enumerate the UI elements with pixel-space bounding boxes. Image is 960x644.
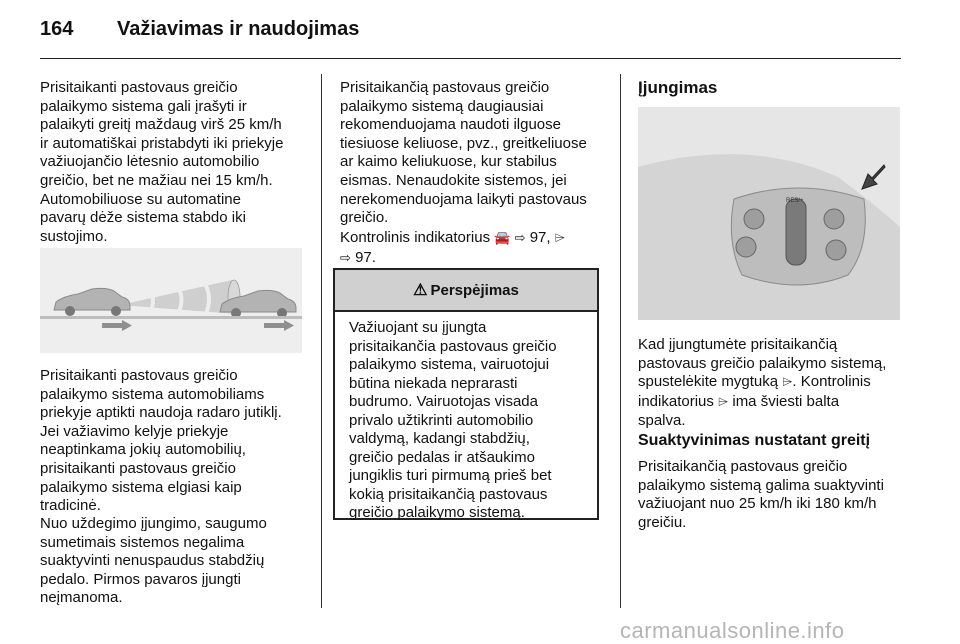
intro-paragraph: Prisitaikanti pastovaus greičio palaikymo sistema gali įrašyti ir palaikyti greitį maždaug virš 25 km/h ir automatiškai pristabdyti iki priekyje važiuojančio lėtesnio automobilio greičio, bet ne mažiau nei 15 km/h. Automobiliuose su automatine pavarų dėže sistema stabdo iki sustojimo.: [40, 79, 284, 245]
steering-wheel-diagram: [638, 107, 900, 320]
set-speed-paragraph: Prisitaikančią pastovaus greičio palaikymo sistemą galima suaktyvinti važiuojant nuo 25 km/h iki 180 km/h greičiu.: [638, 458, 884, 531]
distance-button: [826, 240, 846, 260]
warning-text: Važiuojant su įjungta prisitaikančia pastovaus greičio palaikymo sistema, vairuotojui būtina niekada neprarasti budrumo. Vairuotojas visada privalo užtikrinti automobilio valdymą, kadangi stabdžių, greičio pedalas ir atšaukimo jungiklis turi pirmumą prieš bet kokią prisitaikančią pastovaus greičio palaikymo sistemą.: [349, 319, 557, 521]
adaptive-cruise-button: [744, 209, 764, 229]
cruise-on-off-button: [824, 209, 844, 229]
radar-paragraph: Prisitaikanti pastovaus greičio palaikymo sistema automobiliams priekyje aptikti naudoja radaro jutiklį. Jei važiavimo kelyje priekyje neaptinkama jokių automobilių, prisitaikanti pastovaus greičio palaikymo sistema elgiasi kaip tradicinė.: [40, 367, 282, 515]
cancel-button: [736, 237, 756, 257]
column-divider-1: [321, 74, 322, 608]
page-reference-arrow-icon: ⇨: [340, 250, 351, 266]
car-icon: 🚘: [494, 231, 511, 246]
indicator-label: Kontrolinis indikatorius: [340, 229, 491, 246]
column-divider-2: [620, 74, 621, 608]
section-heading-set-speed: Suaktyvinimas nustatant greitį: [638, 432, 871, 449]
activation-paragraph: [638, 336, 886, 431]
radar-diagram: [40, 248, 302, 353]
cruise-button-icon: ⌲: [782, 375, 793, 391]
page-reference-arrow-icon: ⇨: [514, 231, 526, 246]
direction-arrow: [264, 320, 294, 331]
radar-illustration: [40, 248, 302, 353]
page-title: Važiavimas ir naudojimas: [117, 18, 360, 40]
indicator-reference: [340, 229, 565, 268]
cruise-indicator-icon: ⌲: [554, 231, 565, 246]
page-ref-1[interactable]: 97,: [529, 229, 551, 246]
recommendation-paragraph: Prisitaikančią pastovaus greičio palaikymo sistemą daugiausiai rekomenduojama naudoti ilguose tiesiuose keliuose, pvz., greitkeliuose ar kaimo keliukuose, kur stabilus eismas. Nenaudokite sistemos, jei nerekomenduojama laikyti pastovaus greičio.: [340, 79, 587, 227]
warning-triangle-icon: ⚠: [413, 282, 428, 299]
page-ref-2[interactable]: 97.: [355, 248, 376, 266]
steering-wheel-illustration: [638, 107, 900, 320]
activation-text-1: Kad įjungtumėte prisitaikančią pastovaus greičio palaikymo sistemą, spustelėkite mygtuką: [638, 336, 887, 391]
warning-title: Perspėjimas: [430, 281, 519, 299]
pointer-arrow-icon: [862, 165, 885, 189]
section-heading-activation: Įjungimas: [638, 78, 718, 97]
watermark: carmanualsonline.info: [620, 618, 845, 643]
warning-header: [335, 270, 597, 312]
wheel-button-label: RES/+: [786, 198, 804, 204]
activation-text-3: ima šviesti balta spalva.: [638, 392, 840, 430]
page-number: 164: [40, 18, 74, 40]
cruise-indicator-icon: ⌲: [718, 394, 729, 410]
header-rule: [40, 58, 901, 59]
direction-arrow: [102, 320, 132, 331]
speed-thumbwheel: [786, 199, 806, 265]
ignition-paragraph: Nuo uždegimo įjungimo, saugumo sumetimais sistemos negalima suaktyvinti nenuspaudus stabdžių pedalo. Pirmos pavaros įjungti neįmanoma.: [40, 515, 267, 607]
rear-car: [54, 288, 130, 316]
warning-box: [333, 268, 599, 520]
road-line: [40, 316, 302, 319]
activation-text-2: . Kontrolinis indikatorius: [638, 373, 871, 410]
